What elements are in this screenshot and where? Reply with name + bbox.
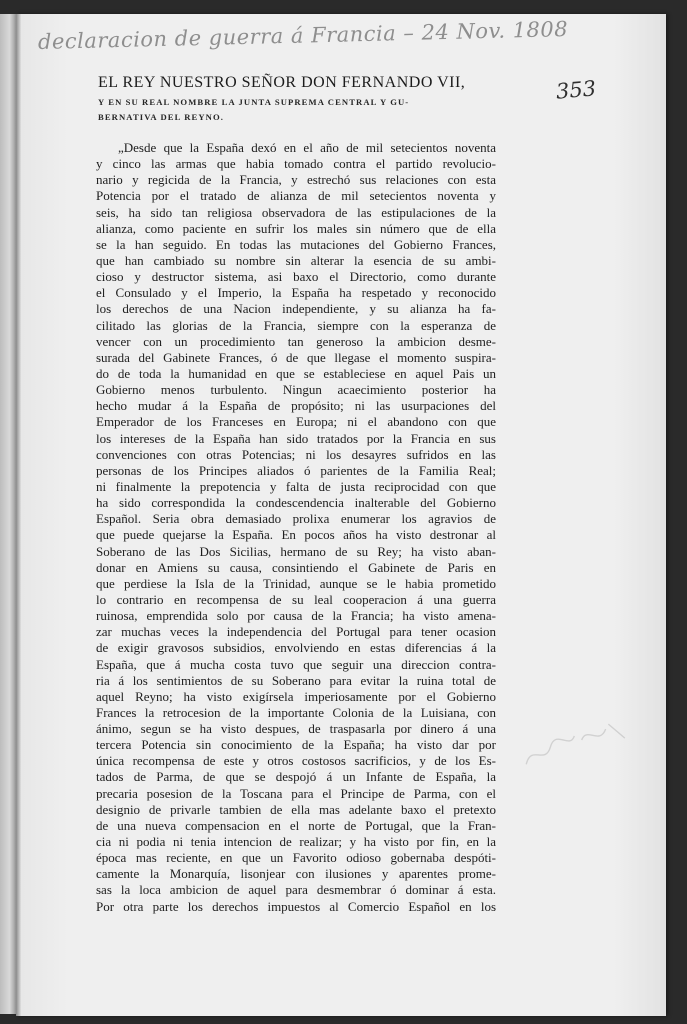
text-line: seis, ha sido tan religiosa observadora de las estipulaciones de la <box>96 204 496 220</box>
subtitle-line: Y EN SU REAL NOMBRE LA JUNTA SUPREMA CENTRAL Y GU- <box>98 97 410 107</box>
text-line: ánimo, segun se ha visto despues, de traspasarla por dinero á una <box>96 721 496 737</box>
text-line: camente la Monarquía, lisonjear con ilusiones y aparentes prome- <box>96 866 496 882</box>
text-line: que perdiese la Isla de la Trinidad, aunque se le habia prometido <box>96 575 496 591</box>
page-number: 353 <box>555 76 598 104</box>
text-line: nario y regicida de la Francia, y estrechó sus relaciones con esta <box>96 172 496 188</box>
text-line: Gobierno menos turbulento. Ningun acaecimiento posterior ha <box>96 382 496 398</box>
text-line: „Desde que la España dexó en el año de mil setecientos noventa <box>118 140 496 155</box>
text-line: cioso y destructor sistema, asi baxo el Directorio, como durante <box>96 269 496 285</box>
text-line: convenciones con otras Potencias; ni los desayres sufridos en las <box>96 446 496 462</box>
text-line: cia ni podia ni tenia intencion de realizar; y ha visto por fin, en la <box>96 834 496 850</box>
text-line: cilitado las glorias de la Francia, siempre con la esperanza de <box>96 317 496 333</box>
text-line: Emperador de los Franceses en Europa; ni el abandono con que <box>96 414 496 430</box>
text-line: hecho mudar á la España de propósito; ni las usurpaciones del <box>96 398 496 414</box>
text-line: que han cambiado su nombre sin alterar la esencia de su ambi- <box>96 252 496 268</box>
text-line: Frances la retrocesion de la importante Colonia de la Luisiana, con <box>96 704 496 720</box>
text-line: ria á los sentimientos de su Soberano para evitar la ruina total de <box>96 672 496 688</box>
text-line: única recompensa de este y otros costosos sacrificios, y de los Es- <box>96 753 496 769</box>
text-line: Soberano de las Dos Sicilias, hermano de su Rey; ha visto aban- <box>96 543 496 559</box>
text-line: los intereses de la España han sido tratados por la Francia en sus <box>96 430 496 446</box>
text-line: alianza, como paciente en sufrir los males sin número que de ella <box>96 220 496 236</box>
text-line: lo contrario en recompensa de su leal cooperacion á una guerra <box>96 591 496 607</box>
text-line: y cinco las armas que habia tomado contra el partido revolucio- <box>96 156 496 172</box>
text-line: Potencia por el tratado de alianza de mil setecientos noventa y <box>96 188 496 204</box>
text-line: Por otra parte los derechos impuestos al Comercio Español en los <box>96 898 496 914</box>
page-binding <box>16 14 21 1016</box>
facing-page-edge <box>0 14 16 1014</box>
text-line: designio de privarle tambien de ella mas adelante baxo el pretexto <box>96 801 496 817</box>
text-line: ni finalmente la prepotencia y falta de justa reciprocidad con que <box>96 478 496 494</box>
text-line: aquel Reyno; ha visto exigírsela imperiosamente por el Gobierno <box>96 688 496 704</box>
text-line: ruinosa, emprendida solo por causa de la Francia; ha visto amena- <box>96 608 496 624</box>
text-line: que puede quejarse la España. En pocos años ha visto destronar al <box>96 527 496 543</box>
text-line: España, que á mucha costa tuvo que seguir una direccion contra- <box>96 656 496 672</box>
document-title: EL REY NUESTRO SEÑOR DON FERNANDO VII, <box>98 74 466 91</box>
text-line: de una nueva compensacion en el norte de Portugal, que la Fran- <box>96 817 496 833</box>
text-line: precaria posesion de la Toscana para el Principe de Parma, con el <box>96 785 496 801</box>
text-line: sas la loca ambicion de aquel para desmembrar ó dominar á esta. <box>96 882 496 898</box>
handwritten-annotation: declaracion de guerra á Francia – 24 Nov. 1808 <box>37 17 569 54</box>
text-line: época mas reciente, en que un Favorito odioso gobernaba despóti- <box>96 850 496 866</box>
text-line: ha sido correspondida la condescendencia inalterable del Gobierno <box>96 495 496 511</box>
text-line: zar muchas veces la independencia del Portugal para tener ocasion <box>96 624 496 640</box>
text-line: do de toda la humanidad en que se estableciese en aquel Pais un <box>96 365 496 381</box>
text-line: personas de los Principes aliados ó parientes de la Familia Real; <box>96 462 496 478</box>
text-line: de exigir gravosos subsidios, envolviendo en estas diferencias á la <box>96 640 496 656</box>
text-line: vencer con un procedimiento tan generoso la ambicion desme- <box>96 333 496 349</box>
text-line: donar en Amiens su causa, consintiendo el Gabinete de Paris en <box>96 559 496 575</box>
text-line: tercera Potencia sin conocimiento de la España; ha visto dar por <box>96 737 496 753</box>
text-line: el Consulado y el Imperio, la España ha respetado y reconocido <box>96 285 496 301</box>
text-line: Español. Seria obra demasiado prolixa enumerar los agravios de <box>96 511 496 527</box>
body-text <box>96 140 496 915</box>
document-subtitle <box>98 95 498 124</box>
subtitle-line: BERNATIVA DEL REYNO. <box>98 111 225 122</box>
text-line: surada del Gabinete Frances, ó de que llegase el momento suspira- <box>96 349 496 365</box>
text-line: se la han seguido. En todas las mutaciones del Gobierno Frances, <box>96 236 496 252</box>
text-line: tados de Parma, de que se despojó á un Infante de España, la <box>96 769 496 785</box>
text-line: los derechos de una Nacion independiente, y su alianza ha fa- <box>96 301 496 317</box>
